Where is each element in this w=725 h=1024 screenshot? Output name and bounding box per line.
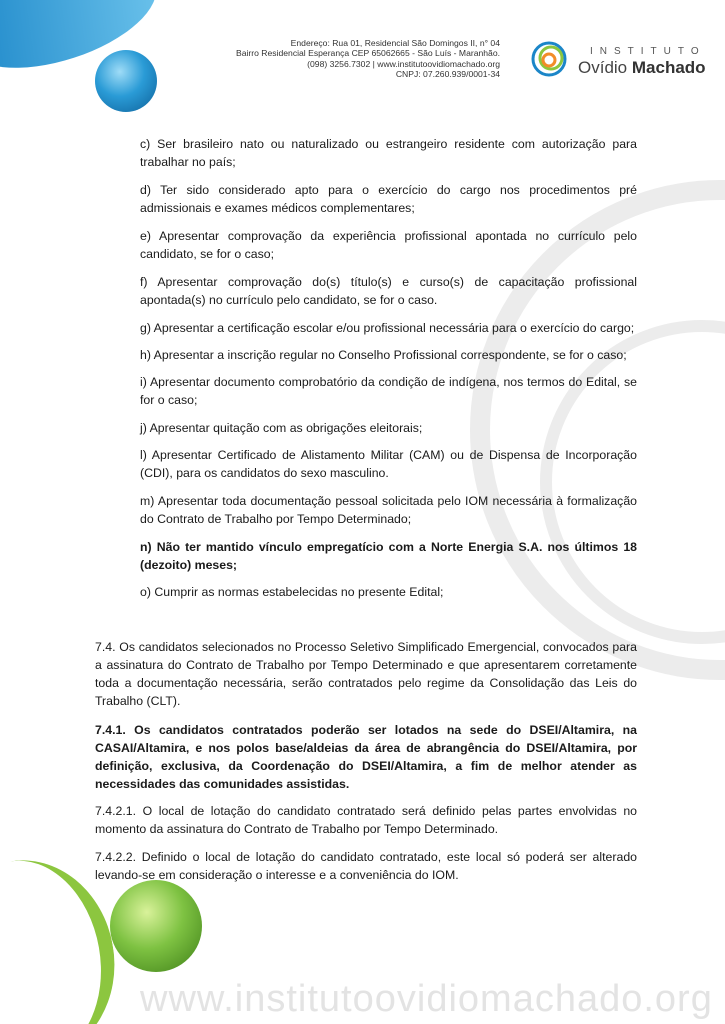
logo-name [578, 58, 706, 78]
logo-name-regular: Ovídio [578, 58, 628, 77]
paragraph-7-4-1: 7.4.1. Os candidatos contratados poderão ser lotados na sede do DSEI/Altamira, na CASAI/Altamira, e nos polos base/aldeias da área de abrangência do DSEI/Altamira, por definição, exclusiva, da Coordenação do DSEI/Altamira, a fim de melhor atender as necessidades das comunidades assistidas. [95, 723, 637, 791]
logo-small-text: INSTITUTO [590, 46, 706, 57]
list-item: f) Apresentar comprovação do(s) título(s) e curso(s) de capacitação profissional apontada(s) no currículo pelo candidato, se for o caso. [140, 275, 637, 307]
address-line: Endereço: Rua 01, Residencial São Domingos II, n° 04 [290, 38, 500, 48]
institute-logo [530, 40, 710, 82]
list-item: g) Apresentar a certificação escolar e/ou profissional necessária para o exercício do cargo; [140, 321, 635, 335]
list-item: j) Apresentar quitação com as obrigações eleitorais; [140, 421, 423, 435]
logo-name-bold: Machado [631, 58, 706, 77]
list-item: m) Apresentar toda documentação pessoal solicitada pelo IOM necessária à formalização do Contrato de Trabalho por Tempo Determinado; [140, 494, 637, 526]
logo-rings-icon [530, 40, 568, 78]
list-item: i) Apresentar documento comprobatório da condição de indígena, nos termos do Edital, se for o caso; [140, 375, 637, 407]
list-item: l) Apresentar Certificado de Alistamento Militar (CAM) ou de Dispensa de Incorporação (CDI), para os candidatos do sexo masculino. [140, 448, 637, 480]
list-item-bold: n) Não ter mantido vínculo empregatício com a Norte Energia S.A. nos últimos 18 (dezoito) meses; [140, 540, 637, 572]
list-item: o) Cumprir as normas estabelecidas no presente Edital; [140, 585, 444, 599]
footer-url-watermark: www.institutoovidiomachado.org [140, 978, 713, 1020]
list-item: e) Apresentar comprovação da experiência profissional apontada no currículo pelo candidato, se for o caso; [140, 229, 637, 261]
address-line: Bairro Residencial Esperança CEP 65062665 - São Luís - Maranhão. [235, 48, 500, 59]
list-item: h) Apresentar a inscrição regular no Conselho Profissional correspondente, se for o caso; [140, 348, 627, 362]
list-item: c) Ser brasileiro nato ou naturalizado ou estrangeiro residente com autorização para trabalhar no país; [140, 137, 637, 169]
paragraph-7-4-2-2: 7.4.2.2. Definido o local de lotação do candidato contratado, este local só poderá ser alterado levando-se em consideração o interesse e a conveniência do IOM. [95, 850, 637, 882]
paragraph-7-4-2-1: 7.4.2.1. O local de lotação do candidato contratado será definido pelas partes envolvidas no momento da assinatura do Contrato de Trabalho por Tempo Determinado. [95, 804, 637, 836]
header-address [180, 38, 500, 80]
paragraph-7-4: 7.4. Os candidatos selecionados no Processo Seletivo Simplificado Emergencial, convocados para a assinatura do Contrato de Trabalho por Tempo Determinado e que apresentarem corretamente toda a documentação necessária, serão contratados pelo regime da Consolidação das Leis do Trabalho (CLT). [95, 640, 637, 708]
address-line: (098) 3256.7302 | www.institutoovidiomachado.org [307, 58, 500, 69]
green-sphere-decoration [110, 880, 202, 972]
list-item: d) Ter sido considerado apto para o exercício do cargo nos procedimentos pré admissionais e exames médicos complementares; [140, 183, 637, 215]
blue-sphere-decoration [95, 50, 157, 112]
address-line: CNPJ: 07.260.939/0001-34 [395, 69, 500, 80]
